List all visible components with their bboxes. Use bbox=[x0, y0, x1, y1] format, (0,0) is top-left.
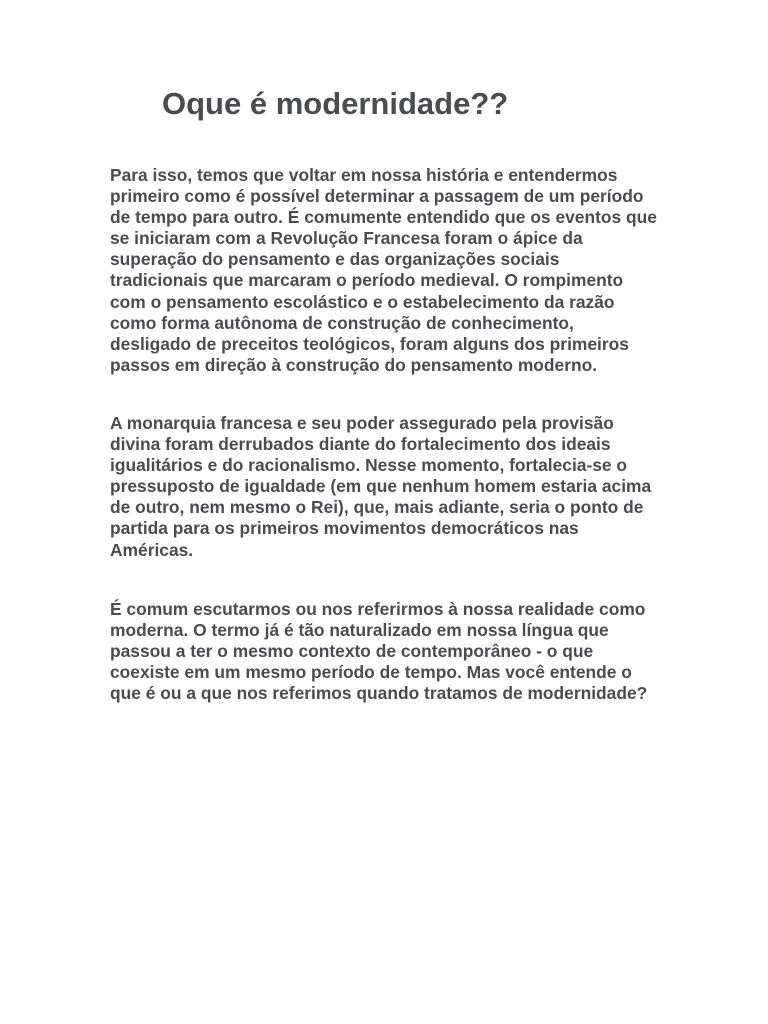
paragraph-1: Para isso, temos que voltar em nossa história e entendermos primeiro como é possível determinar a passagem de um período de tempo para outro. É comumente entendido que os eventos que se iniciaram com a Revolução Francesa foram o ápice da superação do pensamento e das organizações sociais tradicionais que marcaram o período medieval. O rompimento com o pensamento escolástico e o estabelecimento da razão como forma autônoma de construção de conhecimento, desligado de preceitos teológicos, foram alguns dos primeiros passos em direção à construção do pensamento moderno. bbox=[110, 165, 657, 375]
page-title: Oque é modernidade?? bbox=[162, 86, 509, 121]
paragraph-2: A monarquia francesa e seu poder assegurado pela provisão divina foram derrubados diante do fortalecimento dos ideais igualitários e do racionalismo. Nesse momento, fortalecia-se o pressuposto de igualdade (em que nenhum homem estaria acima de outro, nem mesmo o Rei), que, mais adiante, seria o ponto de partida para os primeiros movimentos democráticos nas Américas. bbox=[110, 413, 652, 560]
paragraph-3: É comum escutarmos ou nos referirmos à nossa realidade como moderna. O termo já é tão naturalizado em nossa língua que passou a ter o mesmo contexto de contemporâneo - o que coexiste em um mesmo período de tempo. Mas você entende o que é ou a que nos referimos quando tratamos de modernidade? bbox=[110, 599, 648, 704]
